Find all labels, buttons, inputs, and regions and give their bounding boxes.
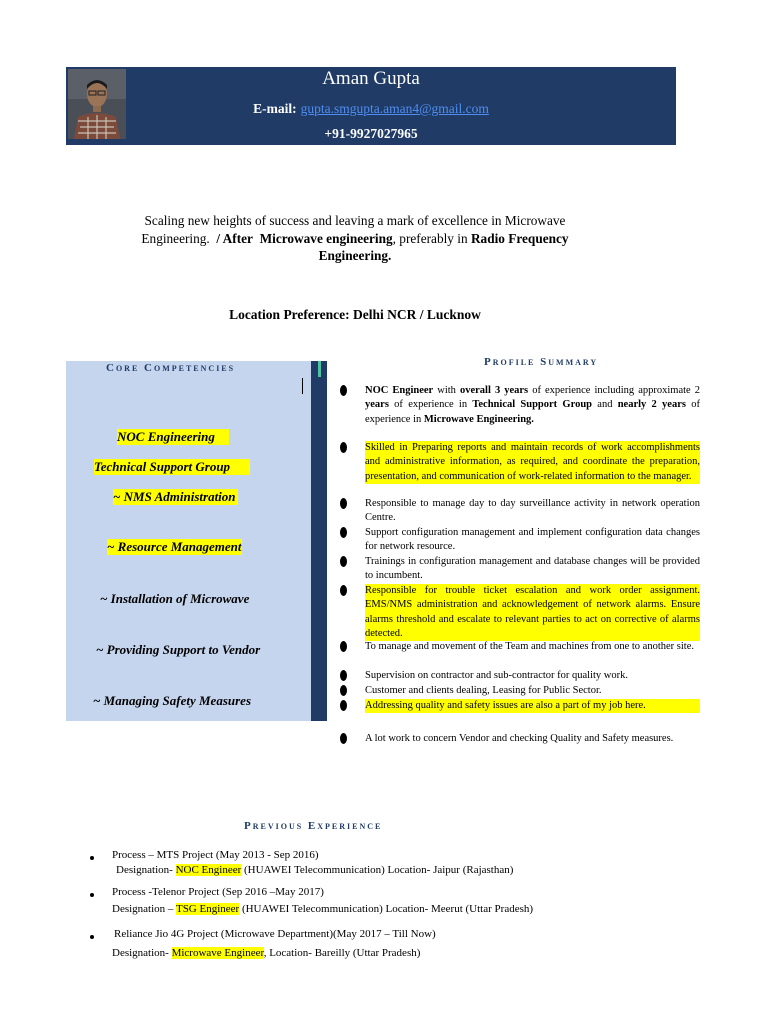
bullet-icon [340,585,347,596]
profile-text: of experience including approximate 2 [528,385,701,396]
profile-item-text: To manage and movement of the Team and machines from one to another site. [365,641,694,652]
job-process: Process – MTS Project (May 2013 - Sep 2016) [112,849,319,861]
profile-item-text: Customer and clients dealing, Leasing for Public Sector. [365,685,602,696]
profile-item [340,526,700,555]
objective-bold: Engineering. [318,248,392,263]
profile-item [340,699,700,713]
designation-role: Microwave Engineer [171,947,264,959]
profile-item [340,669,700,683]
profile-bold: Microwave Engineering. [423,413,534,425]
profile-item-text: Support configuration management and implement configuration data changes for network resource. [365,527,700,553]
profile-item [340,584,700,641]
bullet-icon [90,935,94,939]
designation-details: , Location- Bareilly (Uttar Pradesh) [263,947,421,959]
text-cursor [302,378,303,394]
objective-bold: Microwave engineering [259,230,393,246]
profile-item-text: Addressing quality and safety issues are also a part of my job here. [365,699,700,713]
job-process: Reliance Jio 4G Project (Microwave Department)(May 2017 – Till Now) [114,928,436,940]
objective-line-1: Scaling new heights of success and leaving a mark of excellence in Microwave [144,213,566,228]
bullet-icon [340,498,347,509]
designation-role: TSG Engineer [175,903,240,915]
profile-item [340,640,700,654]
header-banner [66,67,676,145]
bullet-icon [90,893,94,897]
profile-item [340,441,700,484]
profile-item-text: Trainings in configuration management and database changes will be provided to incumbent. [365,556,700,582]
career-objective [100,212,610,265]
profile-text: of experience in [388,399,473,411]
competency-item: ~ NMS Administration [113,489,236,504]
objective-text: , preferably in [392,230,468,246]
objective-bold: / After [216,230,253,246]
profile-item [340,555,700,584]
profile-summary-title: Profile Summary [484,356,599,368]
profile-bold: years [365,399,389,411]
profile-bold: Technical Support Group [472,399,593,411]
bullet-icon [340,670,347,681]
designation-role: NOC Engineer [175,864,242,876]
profile-item-text: Responsible to manage day to day surveillance activity in network operation Centre. [365,498,700,524]
bullet-icon [340,685,347,696]
job-designation [112,947,420,959]
bullet-icon [340,556,347,567]
bullet-icon [90,856,94,860]
profile-item-text: Responsible for trouble ticket escalation and work order assignment. EMS/NMS administration and acknowledgement of network alarms. Ensure alarms threshold and escalate to relevant parties to act on corrective of alarms detected. [365,584,700,641]
job-designation [112,903,533,915]
phone-number: +91-9927027965 [324,126,418,141]
objective-text: Engineering. [141,230,210,246]
profile-bold: NOC Engineer [365,385,434,396]
competency-item: ~ Resource Management [107,539,242,554]
competency-item: Technical Support Group [94,459,250,475]
job-process: Process -Telenor Project (Sep 2016 –May 2017) [112,886,324,898]
bullet-icon [340,641,347,652]
profile-item [340,684,700,698]
bullet-icon [340,385,347,396]
profile-item-text [365,384,700,427]
designation-label: Designation – [112,903,176,915]
email-line [66,101,676,117]
profile-bold: nearly 2 years [617,399,686,411]
profile-item [340,732,700,746]
competency-item: ~ Managing Safety Measures [93,693,252,708]
candidate-name: Aman Gupta [322,68,420,89]
competency-item: NOC Engineering [117,429,229,445]
bullet-icon [340,527,347,538]
bullet-icon [340,442,347,453]
profile-item-text: A lot work to concern Vendor and checking Quality and Safety measures. [365,733,674,744]
panel-divider-bar [311,361,327,721]
job-designation [116,864,513,876]
email-label: E-mail: [253,101,297,116]
bullet-icon [340,700,347,711]
objective-bold: Radio Frequency [470,230,569,246]
location-preference: Location Preference: Delhi NCR / Lucknow [229,307,481,322]
previous-experience-title: Previous Experience [244,820,383,832]
designation-details: (HUAWEI Telecommunication) Location- Jaipur (Rajasthan) [241,864,514,876]
profile-bold: overall 3 years [459,385,529,396]
email-link[interactable]: gupta.smgupta.aman4@gmail.com [300,101,489,116]
bullet-icon [340,733,347,744]
profile-text: with [433,385,460,396]
designation-details: (HUAWEI Telecommunication) Location- Meerut (Uttar Pradesh) [239,903,534,915]
profile-item-text: Supervision on contractor and sub-contractor for quality work. [365,670,629,681]
designation-label: Designation- [112,947,172,959]
objective-line-2 [100,230,610,248]
competency-item: ~ Installation of Microwave [100,591,250,606]
designation-label: Designation- [116,864,176,876]
profile-item-text: Skilled in Preparing reports and maintain records of work accomplishments and administrative information, as required, and coordinate the preparation, presentation, and communication of work-related information to the manager. [365,441,700,484]
competency-item: ~ Providing Support to Vendor [96,642,261,657]
profile-text: of experience in [365,399,700,425]
core-competencies-title: Core Competencies [106,362,236,374]
panel-accent [318,361,321,377]
objective-line-3 [100,247,610,265]
profile-text: and [592,399,618,411]
profile-item [340,497,700,526]
profile-item [340,384,700,427]
